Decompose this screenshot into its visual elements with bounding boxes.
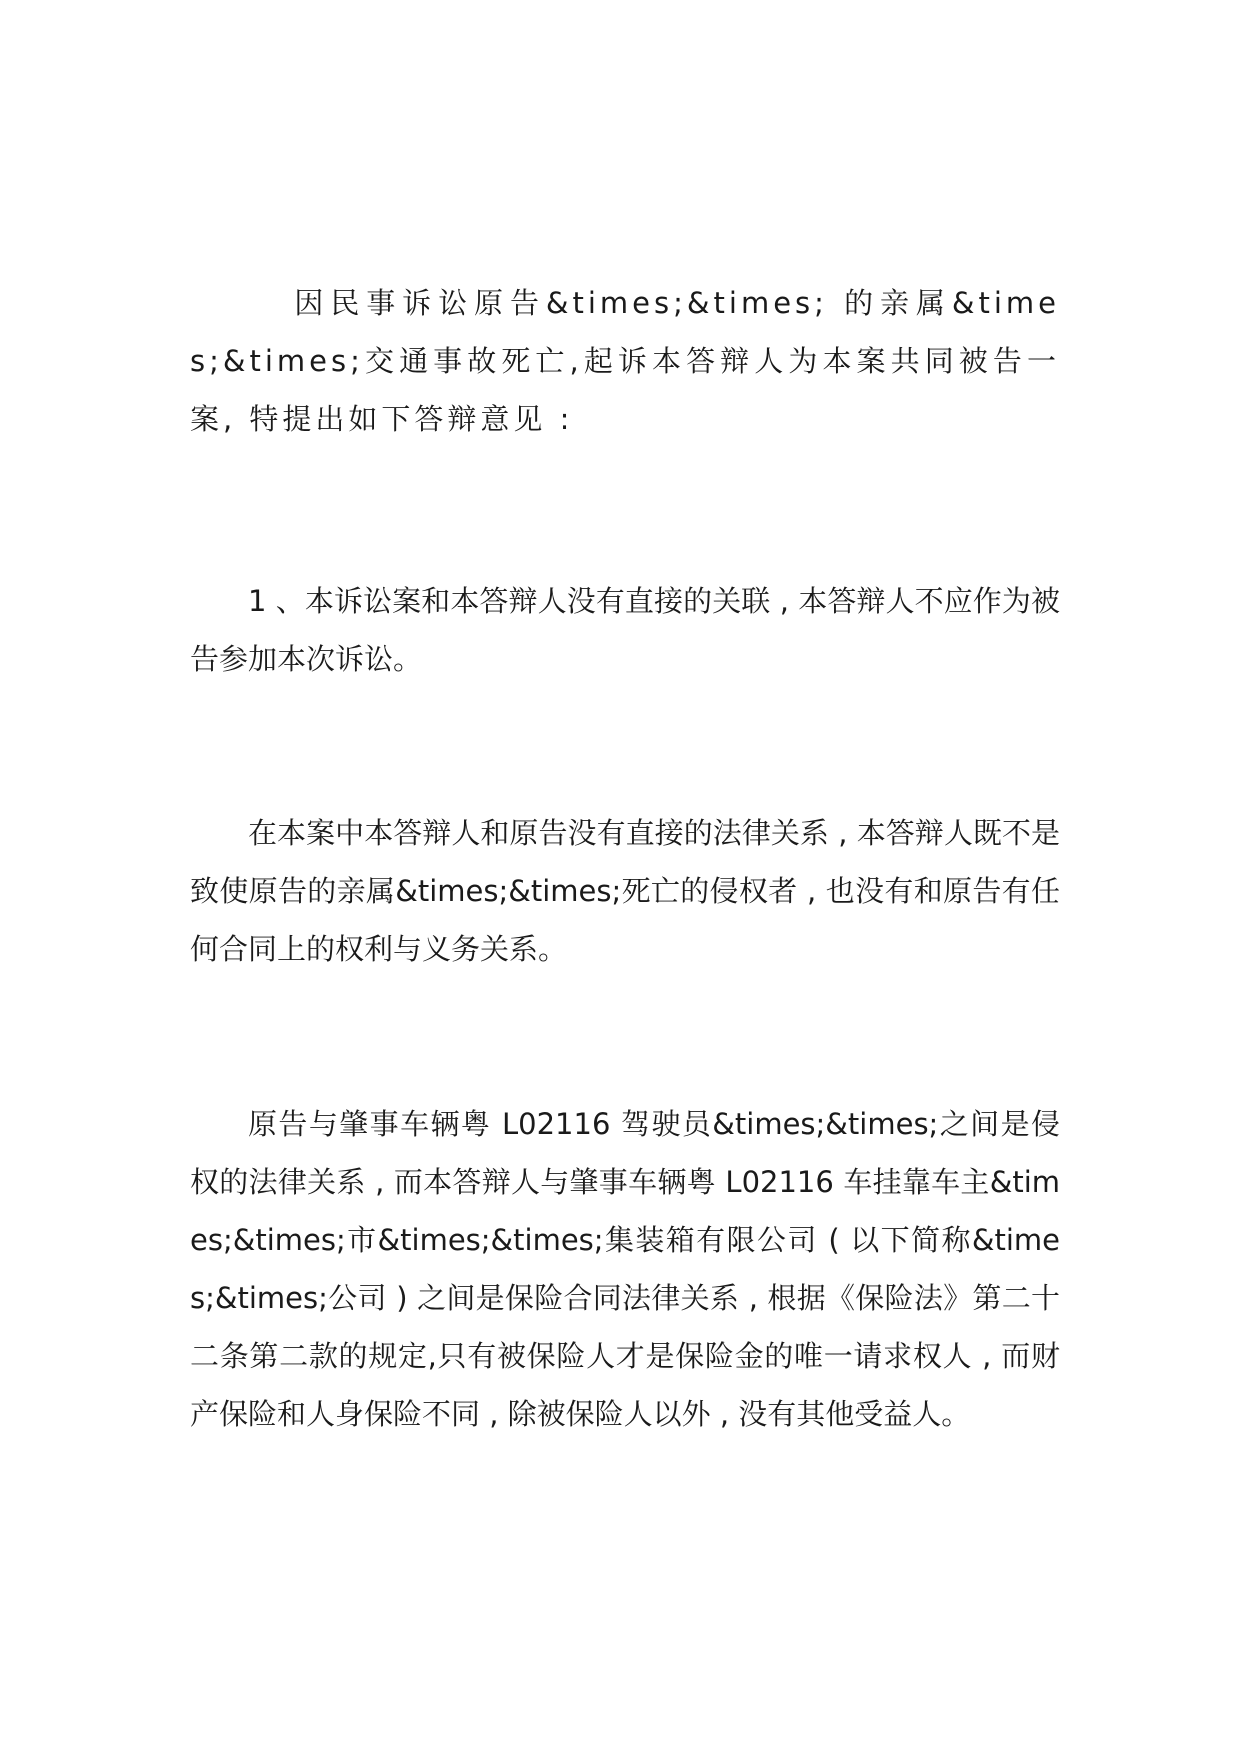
paragraph-no-legal-relation: 在本案中本答辩人和原告没有直接的法律关系 , 本答辩人既不是致使原告的亲属&times;&times;死亡的侵权者 , 也没有和原告有任何合同上的权利与义务关系。	[190, 816, 1060, 966]
paragraph-insurance-relation: 原告与肇事车辆粤 L02116 驾驶员&times;&times;之间是侵权的法律关系 , 而本答辩人与肇事车辆粤 L02116 车挂靠车主&times;&times;市&times;&times;集装箱有限公司 ( 以下简称&times;&times;公司 ) 之间是保险合同法律关系 , 根据《保险法》第二十二条第二款的规定,只有被保险人才是保险金的唯一请求权人 , 而财产保险和人身保险不同 , 除被保险人以外 , 没有其他受益人。	[190, 1107, 1060, 1431]
paragraph-intro: 因民事诉讼原告&times;&times; 的亲属&times;&times;交通事故死亡,起诉本答辩人为本案共同被告一案, 特提出如下答辩意见 :	[190, 286, 1060, 436]
paragraph-point-1: 1 、本诉讼案和本答辩人没有直接的关联 , 本答辩人不应作为被告参加本次诉讼。	[190, 584, 1060, 676]
